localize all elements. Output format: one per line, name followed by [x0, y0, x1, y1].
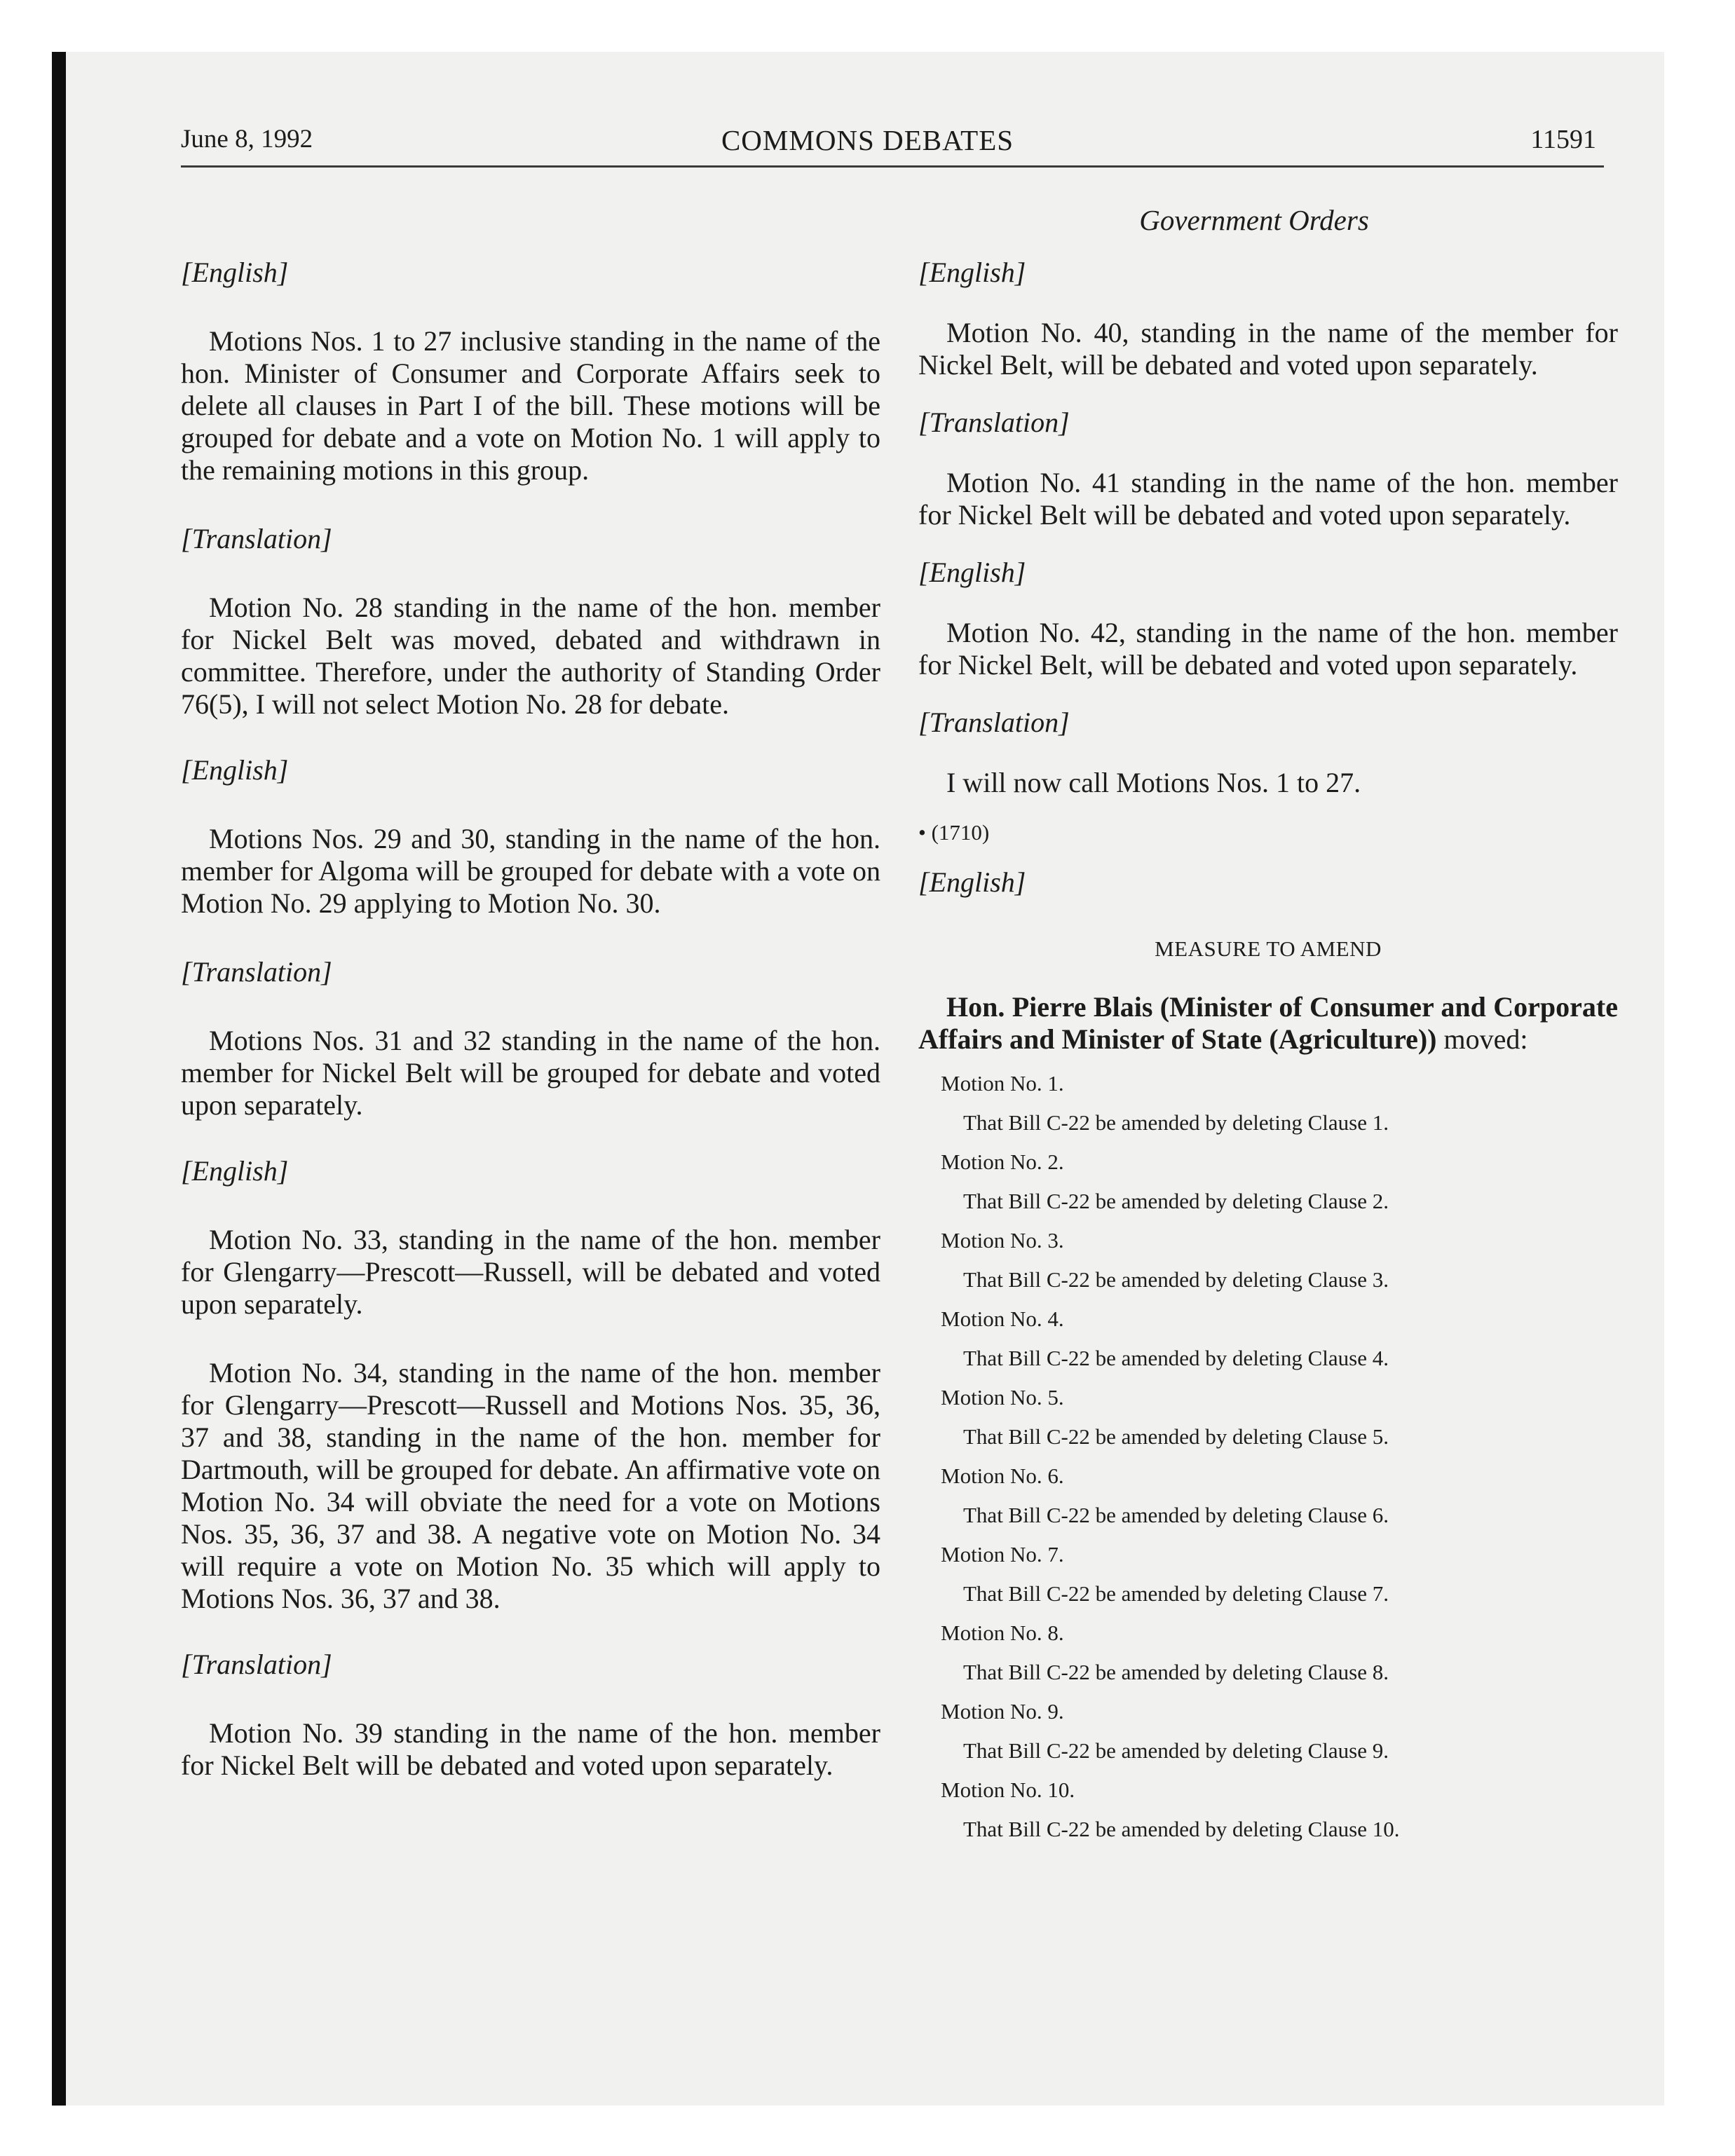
- timestamp: • (1710): [918, 820, 990, 845]
- language-marker: [English]: [918, 257, 1026, 288]
- paragraph: Motion No. 42, standing in the name of the hon. member for Nickel Belt, will be debated and voted upon separately.: [918, 617, 1618, 681]
- motion-text: That Bill C-22 be amended by deleting Clause 2.: [963, 1189, 1389, 1213]
- language-marker: [English]: [181, 257, 289, 288]
- language-marker: [English]: [918, 866, 1026, 898]
- motion-label: Motion No. 8.: [941, 1621, 1064, 1645]
- right-column: [918, 257, 1618, 1843]
- motion-label: Motion No. 10.: [941, 1778, 1075, 1802]
- language-marker: [English]: [181, 1155, 289, 1187]
- motion-label: Motion No. 4.: [941, 1306, 1064, 1331]
- motions-list: [918, 1070, 1618, 1843]
- paragraph: I will now call Motions Nos. 1 to 27.: [946, 767, 1361, 798]
- paragraph: Motion No. 40, standing in the name of the member for Nickel Belt, will be debated and voted upon separately.: [918, 317, 1618, 381]
- motion-text: That Bill C-22 be amended by deleting Clause 5.: [963, 1424, 1389, 1449]
- paragraph: Motion No. 34, standing in the name of the hon. member for Glengarry—Prescott—Russell and Motions Nos. 35, 36, 37 and 38, standing in the name of the hon. member for Dartmouth, will be grouped for debate. An affirmative vote on Motion No. 34 will obviate the need for a vote on Motions Nos. 35, 36, 37 and 38. A negative vote on Motion No. 34 will require a vote on Motion No. 35 which will apply to Motions Nos. 36, 37 and 38.: [181, 1357, 880, 1614]
- motion-label: Motion No. 2.: [941, 1149, 1064, 1174]
- section-heading: MEASURE TO AMEND: [1155, 936, 1382, 961]
- motion-label: Motion No. 7.: [941, 1542, 1064, 1567]
- header-title: COMMONS DEBATES: [721, 124, 1014, 156]
- motion-text: That Bill C-22 be amended by deleting Clause 8.: [963, 1660, 1389, 1684]
- motion-text: That Bill C-22 be amended by deleting Clause 9.: [963, 1738, 1389, 1763]
- paragraph: Motions Nos. 31 and 32 standing in the name of the hon. member for Nickel Belt will be grouped for debate and voted upon separately.: [181, 1025, 880, 1121]
- motion-text: That Bill C-22 be amended by deleting Clause 6.: [963, 1503, 1389, 1527]
- header-rule: [181, 165, 1604, 168]
- language-marker: [Translation]: [181, 1649, 332, 1680]
- language-marker: [Translation]: [181, 523, 332, 554]
- language-marker: [Translation]: [918, 407, 1070, 438]
- motion-text: That Bill C-22 be amended by deleting Clause 4.: [963, 1346, 1389, 1370]
- paragraph: Motion No. 41 standing in the name of the hon. member for Nickel Belt will be debated and voted upon separately.: [918, 467, 1618, 531]
- scan-edge: [52, 52, 66, 2106]
- motion-text: That Bill C-22 be amended by deleting Clause 7.: [963, 1581, 1389, 1606]
- paragraph: Motions Nos. 1 to 27 inclusive standing in the name of the hon. Minister of Consumer and Corporate Affairs seek to delete all clauses in Part I of the bill. These motions will be grouped for debate and a vote on Motion No. 1 will apply to the remaining motions in this group.: [181, 325, 880, 486]
- motion-label: Motion No. 5.: [941, 1385, 1064, 1410]
- speaker-name: Hon. Pierre Blais (Minister of Consumer and Corporate Affairs and Minister of State (Agriculture)): [918, 991, 1618, 1055]
- motion-text: That Bill C-22 be amended by deleting Clause 10.: [963, 1817, 1400, 1841]
- motion-label: Motion No. 3.: [941, 1228, 1064, 1253]
- speaker-action: moved:: [1436, 1023, 1528, 1055]
- language-marker: [Translation]: [918, 707, 1070, 738]
- paragraph: Motion No. 33, standing in the name of the hon. member for Glengarry—Prescott—Russell, will be debated and voted upon separately.: [181, 1224, 880, 1320]
- motion-label: Motion No. 9.: [941, 1699, 1064, 1724]
- motion-text: That Bill C-22 be amended by deleting Clause 3.: [963, 1267, 1389, 1292]
- section-label: Government Orders: [1139, 204, 1369, 236]
- paragraph: Motions Nos. 29 and 30, standing in the name of the hon. member for Algoma will be grouped for debate with a vote on Motion No. 29 applying to Motion No. 30.: [181, 823, 880, 919]
- speaker-line: [918, 991, 1618, 1056]
- language-marker: [English]: [918, 557, 1026, 588]
- motion-text: That Bill C-22 be amended by deleting Clause 1.: [963, 1110, 1389, 1135]
- motion-label: Motion No. 6.: [941, 1464, 1064, 1488]
- left-column: [181, 257, 880, 1782]
- language-marker: [Translation]: [181, 956, 332, 988]
- language-marker: [English]: [181, 754, 289, 786]
- paragraph: Motion No. 39 standing in the name of the hon. member for Nickel Belt will be debated and voted upon separately.: [181, 1717, 880, 1781]
- page-number: 11591: [1530, 125, 1596, 154]
- header-date: June 8, 1992: [181, 125, 313, 153]
- motion-label: Motion No. 1.: [941, 1071, 1064, 1096]
- paragraph: Motion No. 28 standing in the name of the hon. member for Nickel Belt was moved, debated and withdrawn in committee. Therefore, under the authority of Standing Order 76(5), I will not select Motion No. 28 for debate.: [181, 592, 880, 720]
